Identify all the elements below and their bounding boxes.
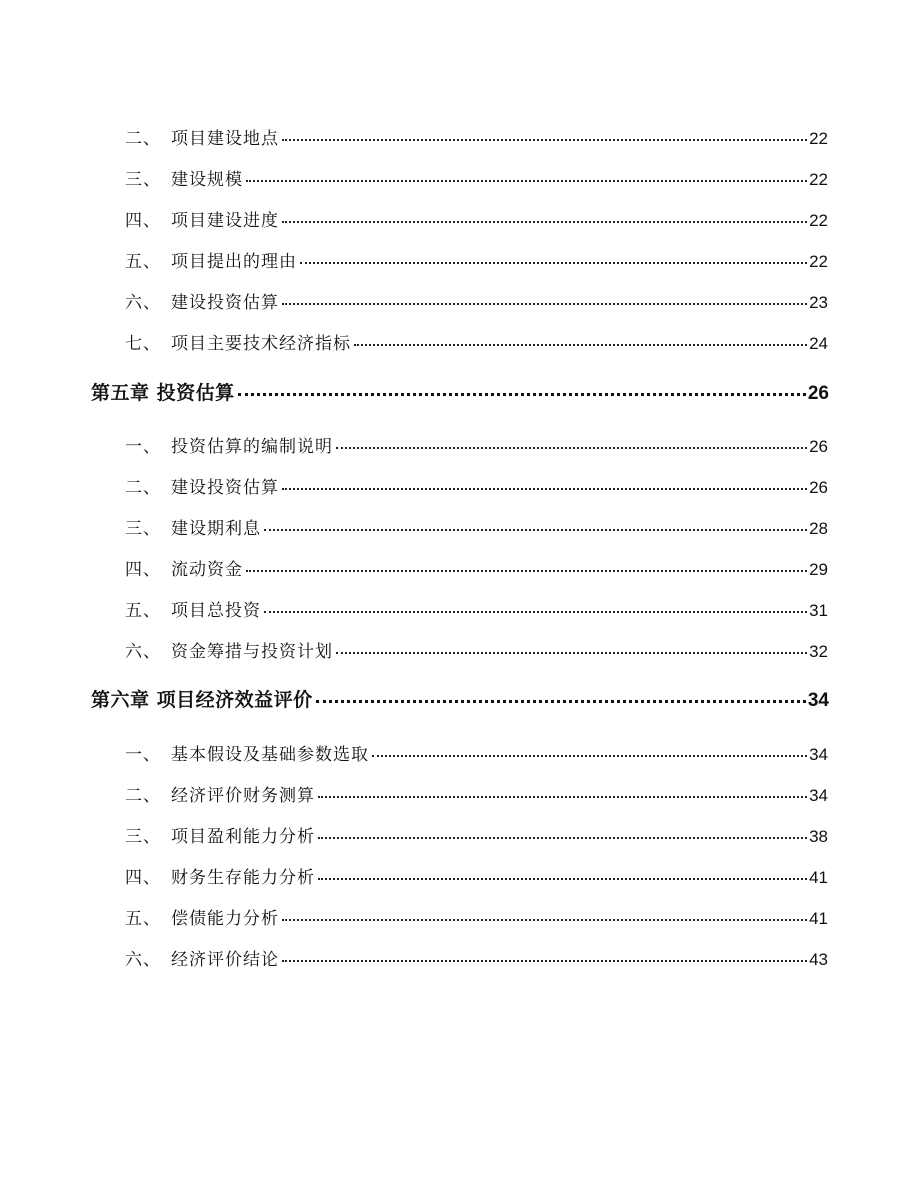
toc-entry-section[interactable] bbox=[125, 596, 828, 621]
toc-section-title: 流动资金 bbox=[171, 560, 243, 580]
toc-section-number: 三、 bbox=[125, 827, 161, 847]
toc-section-number: 一、 bbox=[125, 437, 161, 457]
dot-leader bbox=[318, 837, 807, 839]
toc-section-number: 五、 bbox=[125, 252, 161, 272]
dot-leader bbox=[282, 919, 807, 921]
toc-section-number: 三、 bbox=[125, 519, 161, 539]
dot-leader bbox=[318, 796, 807, 798]
dot-leader bbox=[282, 139, 807, 141]
toc-page-number: 41 bbox=[809, 909, 828, 928]
toc-page-number: 29 bbox=[809, 560, 828, 579]
toc-entry-section[interactable] bbox=[125, 432, 828, 457]
toc-page-number: 31 bbox=[809, 601, 828, 620]
toc-page-number: 22 bbox=[809, 129, 828, 148]
toc-entry-section[interactable] bbox=[125, 206, 828, 231]
toc-page-number: 24 bbox=[809, 334, 828, 353]
toc-entry-section[interactable] bbox=[125, 288, 828, 313]
dot-leader bbox=[336, 652, 807, 654]
toc-page-number: 34 bbox=[807, 690, 829, 711]
toc-section-title: 项目建设进度 bbox=[171, 211, 279, 231]
toc-section-number: 四、 bbox=[125, 868, 161, 888]
toc-page-number: 22 bbox=[809, 211, 828, 230]
toc-entry-section[interactable] bbox=[125, 514, 828, 539]
toc-section-title: 偿债能力分析 bbox=[171, 909, 279, 929]
toc-entry-section[interactable] bbox=[125, 945, 828, 970]
toc-section-number: 五、 bbox=[125, 909, 161, 929]
toc-section-number: 二、 bbox=[125, 129, 161, 149]
toc-section-title: 建设期利息 bbox=[171, 519, 261, 539]
dot-leader bbox=[238, 393, 806, 396]
toc-section-title: 财务生存能力分析 bbox=[171, 868, 315, 888]
dot-leader bbox=[336, 447, 807, 449]
toc-section-number: 三、 bbox=[125, 170, 161, 190]
toc-entry-chapter[interactable] bbox=[91, 378, 829, 405]
toc-entry-section[interactable] bbox=[125, 165, 828, 190]
toc-section-title: 经济评价财务测算 bbox=[171, 786, 315, 806]
toc-page-number: 41 bbox=[809, 868, 828, 887]
dot-leader bbox=[246, 570, 807, 572]
toc-section-title: 项目盈利能力分析 bbox=[171, 827, 315, 847]
dot-leader bbox=[372, 755, 807, 757]
toc-entry-section[interactable] bbox=[125, 329, 828, 354]
toc-entry-section[interactable] bbox=[125, 124, 828, 149]
toc-section-title: 投资估算的编制说明 bbox=[171, 437, 333, 457]
dot-leader bbox=[264, 611, 807, 613]
toc-entry-section[interactable] bbox=[125, 822, 828, 847]
toc-section-title: 建设投资估算 bbox=[171, 293, 279, 313]
toc-entry-chapter[interactable] bbox=[91, 685, 829, 712]
toc-section-title: 项目总投资 bbox=[171, 601, 261, 621]
dot-leader bbox=[282, 960, 807, 962]
toc-page-number: 32 bbox=[809, 642, 828, 661]
toc-page-number: 22 bbox=[809, 252, 828, 271]
toc-page-number: 26 bbox=[807, 383, 829, 404]
toc-section-number: 五、 bbox=[125, 601, 161, 621]
toc-page-number: 26 bbox=[809, 478, 828, 497]
toc-entry-section[interactable] bbox=[125, 247, 828, 272]
toc-entry-section[interactable] bbox=[125, 904, 828, 929]
toc-page-number: 22 bbox=[809, 170, 828, 189]
dot-leader bbox=[300, 262, 807, 264]
toc-section-title: 建设投资估算 bbox=[171, 478, 279, 498]
toc-entry-section[interactable] bbox=[125, 781, 828, 806]
toc-section-title: 资金筹措与投资计划 bbox=[171, 642, 333, 662]
toc-section-number: 六、 bbox=[125, 950, 161, 970]
toc-page-number: 43 bbox=[809, 950, 828, 969]
toc-section-number: 二、 bbox=[125, 478, 161, 498]
toc-section-number: 四、 bbox=[125, 211, 161, 231]
toc-section-number: 一、 bbox=[125, 745, 161, 765]
dot-leader bbox=[318, 878, 807, 880]
dot-leader bbox=[316, 700, 806, 703]
toc-page-number: 38 bbox=[809, 827, 828, 846]
toc-entry-section[interactable] bbox=[125, 637, 828, 662]
toc-entry-section[interactable] bbox=[125, 863, 828, 888]
toc-page-number: 23 bbox=[809, 293, 828, 312]
toc-chapter-title: 第六章 项目经济效益评价 bbox=[91, 689, 313, 711]
dot-leader bbox=[264, 529, 807, 531]
toc-section-title: 建设规模 bbox=[171, 170, 243, 190]
toc-section-title: 基本假设及基础参数选取 bbox=[171, 745, 369, 765]
toc-section-number: 二、 bbox=[125, 786, 161, 806]
toc-page-number: 34 bbox=[809, 786, 828, 805]
toc-chapter-title: 第五章 投资估算 bbox=[91, 382, 235, 404]
dot-leader bbox=[282, 221, 807, 223]
toc-entry-section[interactable] bbox=[125, 740, 828, 765]
dot-leader bbox=[282, 488, 807, 490]
dot-leader bbox=[282, 303, 807, 305]
toc-section-title: 经济评价结论 bbox=[171, 950, 279, 970]
dot-leader bbox=[246, 180, 807, 182]
toc-entry-section[interactable] bbox=[125, 473, 828, 498]
toc-page-number: 28 bbox=[809, 519, 828, 538]
toc-section-title: 项目提出的理由 bbox=[171, 252, 297, 272]
toc-page-number: 34 bbox=[809, 745, 828, 764]
toc-section-title: 项目主要技术经济指标 bbox=[171, 334, 351, 354]
toc-section-number: 四、 bbox=[125, 560, 161, 580]
toc-section-number: 六、 bbox=[125, 293, 161, 313]
toc-section-title: 项目建设地点 bbox=[171, 129, 279, 149]
dot-leader bbox=[354, 344, 807, 346]
toc-section-number: 六、 bbox=[125, 642, 161, 662]
toc-section-number: 七、 bbox=[125, 334, 161, 354]
toc-page-number: 26 bbox=[809, 437, 828, 456]
toc-entry-section[interactable] bbox=[125, 555, 828, 580]
